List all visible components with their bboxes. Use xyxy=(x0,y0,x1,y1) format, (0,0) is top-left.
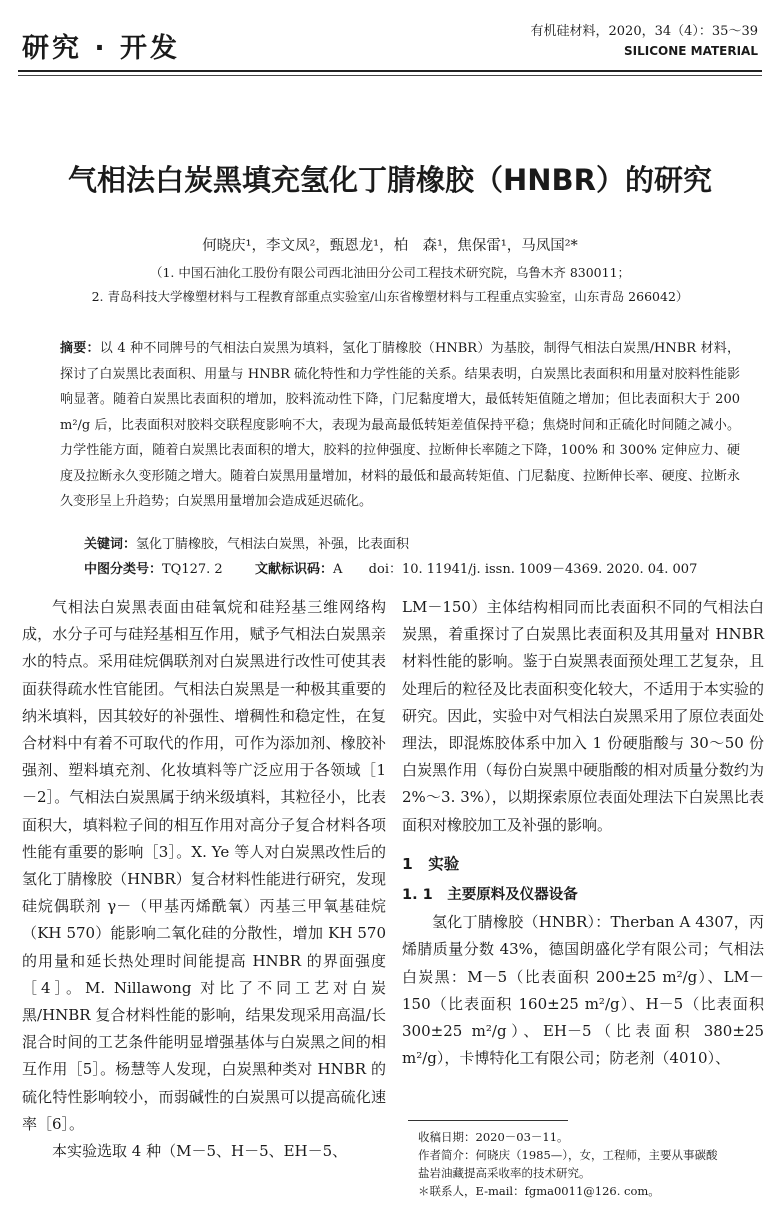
article-title: 气相法白炭黑填充氢化丁腈橡胶（HNBR）的研究 xyxy=(68,163,712,197)
affiliation-1: （1. 中国石油化工股份有限公司西北油田分公司工程技术研究院，乌鲁木齐 830011； xyxy=(149,265,631,280)
body-column-right xyxy=(402,594,764,1072)
clc-code: TQ127. 2 xyxy=(162,562,223,577)
journal-english-name: SILICONE MATERIAL xyxy=(624,44,758,58)
author-block xyxy=(0,234,780,305)
keywords-label: 关键词： xyxy=(84,537,137,552)
footnote xyxy=(418,1128,768,1200)
contact-email: ＊联系人，E-mail：fgma0011@126. com。 xyxy=(418,1184,660,1198)
abstract xyxy=(60,336,740,515)
author-introduction: 作者简介：何晓庆（1985—），女，工程师，主要从事碳酸 xyxy=(418,1148,718,1162)
author-introduction-cont: 盐岩油藏提高采收率的技术研究。 xyxy=(418,1166,591,1180)
doc-code-label: 文献标识码： xyxy=(254,562,333,577)
header-rule-thin xyxy=(18,75,762,76)
body-paragraph: 本实验选取 4 种（M－5、H－5、EH－5、 xyxy=(52,1142,348,1161)
body-paragraph: LM－150）主体结构相同而比表面积不同的气相法白炭黑，着重探讨了白炭黑比表面积及其用量对 HNBR 材料性能的影响。鉴于白炭黑表面预处理工艺复杂，且处理后的粒径及比表面积变化较大，不适用于本实验的研究。因此，实验中对气相法白炭黑采用了原位表面处理法，即混炼胶体系中加入 1 份硬脂酸与 30～50 份白炭黑作用（每份白炭黑中硬脂酸的相对质量分数约为 2%～3. 3%），以期探索原位表面处理法下白炭黑比表面积对橡胶加工及补强的影响。 xyxy=(402,598,764,834)
classification-line xyxy=(84,558,697,577)
doi: doi：10. 11941/j. issn. 1009－4369. 2020. 04. 007 xyxy=(368,562,698,577)
footnote-rule xyxy=(408,1120,568,1121)
subsection-heading: 1. 1 主要原料及仪器设备 xyxy=(402,887,578,904)
abstract-label: 摘要： xyxy=(60,341,100,356)
header-rule-thick xyxy=(18,70,762,72)
section-heading: 1 实验 xyxy=(402,854,460,873)
doc-code: A xyxy=(333,562,343,577)
keywords-text: 氢化丁腈橡胶，气相法白炭黑，补强，比表面积 xyxy=(136,537,410,552)
received-date: 收稿日期：2020－03－11。 xyxy=(418,1130,569,1144)
affiliation-2: 2. 青岛科技大学橡塑材料与工程教育部重点实验室/山东省橡塑材料与工程重点实验室，山东青岛 266042） xyxy=(91,289,689,304)
body-column-left xyxy=(22,594,386,1165)
author-list: 何晓庆¹，李文凤²，甄恩龙¹，柏 森¹，焦保雷¹，马凤国²* xyxy=(202,238,578,254)
abstract-text: 以 4 种不同牌号的气相法白炭黑为填料，氢化丁腈橡胶（HNBR）为基胶，制得气相法白炭黑/HNBR 材料，探讨了白炭黑比表面积、用量与 HNBR 硫化特性和力学性能的关系。结果表明，白炭黑比表面积和用量对胶料性能影响显著。随着白炭黑比表面积的增加，胶料流动性下降，门尼黏度增大，最低转矩值随之增加；但比表面积大于 200 m²/g 后，比表面积对胶料交联程度影响不大，表现为最高最低转矩差值保持平稳；焦烧时间和正硫化时间随之减小。力学性能方面，随着白炭黑比表面积的增大，胶料的拉伸强度、拉断伸长率随之下降，100% 和 300% 定伸应力、硬度及拉断永久变形随之增大。随着白炭黑用量增加，材料的最低和最高转矩值、门尼黏度、拉断伸长率、硬度、拉断永久变形呈上升趋势；白炭黑用量增加会造成延迟硫化。 xyxy=(60,341,740,509)
body-paragraph: 氢化丁腈橡胶（HNBR）：Therban A 4307，丙烯腈质量分数 43%，德国朗盛化学有限公司；气相法白炭黑：M－5（比表面积 200±25 m²/g）、LM－150（比表面积 160±25 m²/g）、H－5（比表面积 300±25 m²/g）、EH－5（比表面积 380±25 m²/g），卡博特化工有限公司；防老剂（4010）、 xyxy=(402,913,764,1068)
body-paragraph: 气相法白炭黑表面由硅氧烷和硅羟基三维网络构成，水分子可与硅羟基相互作用，赋予气相法白炭黑亲水的特点。采用硅烷偶联剂对白炭黑进行改性可使其表面获得疏水性官能团。气相法白炭黑是一种极其重要的纳米填料，因其较好的补强性、增稠性和稳定性，在复合材料中有着不可取代的作用，可作为添加剂、橡胶补强剂、塑料填充剂、化妆填料等广泛应用于各领域［1－2］。气相法白炭黑属于纳米级填料，其粒径小，比表面积大，填料粒子间的相互作用对高分子复合材料各项性能有重要的影响［3］。X. Ye 等人对白炭黑改性后的氢化丁腈橡胶（HNBR）复合材料性能进行研究，发现硅烷偶联剂 γ－（甲基丙烯酰氧）丙基三甲氧基硅烷（KH 570）能影响二氧化硅的分散性，增加 KH 570 的用量和延长热处理时间能提高 HNBR 的界面强度［4］。M. Nillawong 对比了不同工艺对白炭黑/HNBR 复合材料性能的影响，结果发现采用高温/长混合时间的工艺条件能明显增强基体与白炭黑之间的相互作用［5］。杨慧等人发现，白炭黑种类对 HNBR 的硫化特性影响较小，而弱碱性的白炭黑可以提高硫化速率［6］。 xyxy=(22,598,386,1133)
keywords xyxy=(84,533,409,552)
clc-label: 中图分类号： xyxy=(84,562,163,577)
section-tag: 研究 · 开发 xyxy=(22,33,181,64)
journal-citation: 有机硅材料，2020，34（4）：35～39 xyxy=(530,24,758,39)
